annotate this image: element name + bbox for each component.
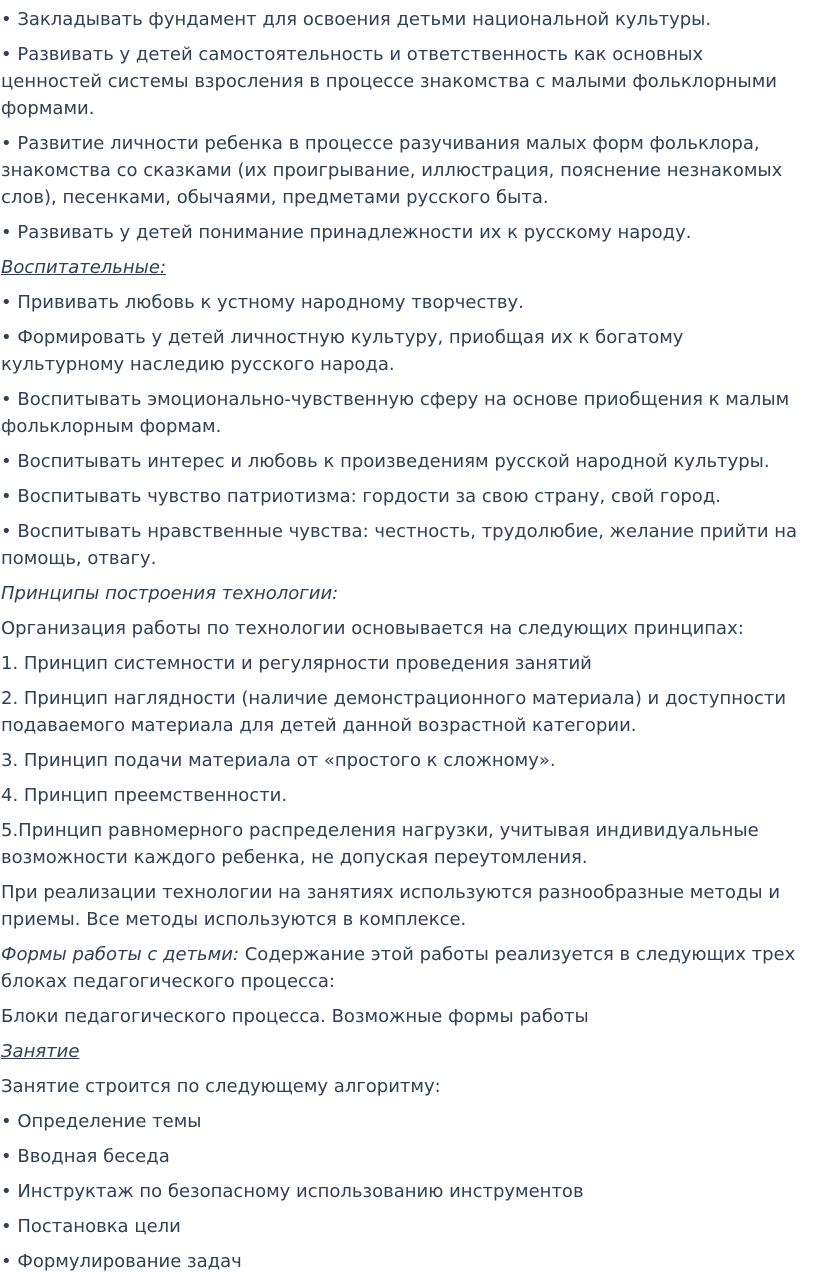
bullet-moral-feelings: • Воспитывать нравственные чувства: честность, трудолюбие, желание прийти на помощь, отвагу. — [1, 521, 798, 569]
principles-intro: Организация работы по технологии основывается на следующих принципах: — [1, 618, 744, 639]
bullet-belonging: • Развивать у детей понимание принадлежности их к русскому народу. — [1, 222, 692, 243]
bullet-love-folk-art: • Прививать любовь к устному народному творчеству. — [1, 292, 524, 313]
principle-4: 4. Принцип преемственности. — [1, 785, 288, 806]
heading-principles: Принципы построения технологии: — [1, 583, 339, 604]
principle-1: 1. Принцип системности и регулярности проведения занятий — [1, 653, 592, 674]
bullet-emotional-sphere: • Воспитывать эмоционально-чувственную сферу на основе приобщения к малым фольклорным формам. — [1, 389, 790, 437]
bullet-national-culture: • Закладывать фундамент для освоения детьми национальной культуры. — [1, 9, 712, 30]
lesson-step-goal: • Постановка цели — [1, 1216, 181, 1237]
lesson-step-intro-talk: • Вводная беседа — [1, 1146, 170, 1167]
bullet-independence: • Развивать у детей самостоятельность и ответственность как основных ценностей системы взросления в процессе знакомства с малыми фольклорными формами. — [1, 44, 777, 119]
lesson-intro: Занятие строится по следующему алгоритму: — [1, 1076, 441, 1097]
forms-text: Содержание этой работы реализуется в следующих трех блоках педагогического процесса: — [1, 944, 796, 992]
bullet-personal-culture: • Формировать у детей личностную культуру, приобщая их к богатому культурному наследию русского народа. — [1, 327, 684, 375]
heading-lesson: Занятие — [1, 1041, 80, 1062]
principle-3: 3. Принцип подачи материала от «простого к сложному». — [1, 750, 556, 771]
forms-paragraph — [1, 941, 802, 995]
principle-2: 2. Принцип наглядности (наличие демонстрационного материала) и доступности подаваемого материала для детей данной возрастной категории. — [1, 688, 787, 736]
forms-label: Формы работы с детьми: — [1, 944, 240, 965]
methods-paragraph: При реализации технологии на занятиях используются разнообразные методы и приемы. Все методы используются в комплексе. — [1, 882, 781, 930]
bullet-personality-development: • Развитие личности ребенка в процессе разучивания малых форм фольклора, знакомства со сказками (их проигрывание, иллюстрация, пояснение незнакомых слов), песенками, обычаями, предметами русского быта. — [1, 133, 783, 208]
lesson-step-topic: • Определение темы — [1, 1111, 202, 1132]
lesson-step-safety: • Инструктаж по безопасному использованию инструментов — [1, 1181, 584, 1202]
bullet-patriotism: • Воспитывать чувство патриотизма: гордости за свою страну, свой город. — [1, 486, 721, 507]
blocks-paragraph: Блоки педагогического процесса. Возможные формы работы — [1, 1006, 589, 1027]
principle-5: 5.Принцип равномерного распределения нагрузки, учитывая индивидуальные возможности каждого ребенка, не допуская переутомления. — [1, 820, 759, 868]
bullet-interest-folk-culture: • Воспитывать интерес и любовь к произведениям русской народной культуры. — [1, 451, 770, 472]
heading-educational: Воспитательные: — [1, 257, 167, 278]
lesson-step-tasks: • Формулирование задач — [1, 1251, 242, 1272]
